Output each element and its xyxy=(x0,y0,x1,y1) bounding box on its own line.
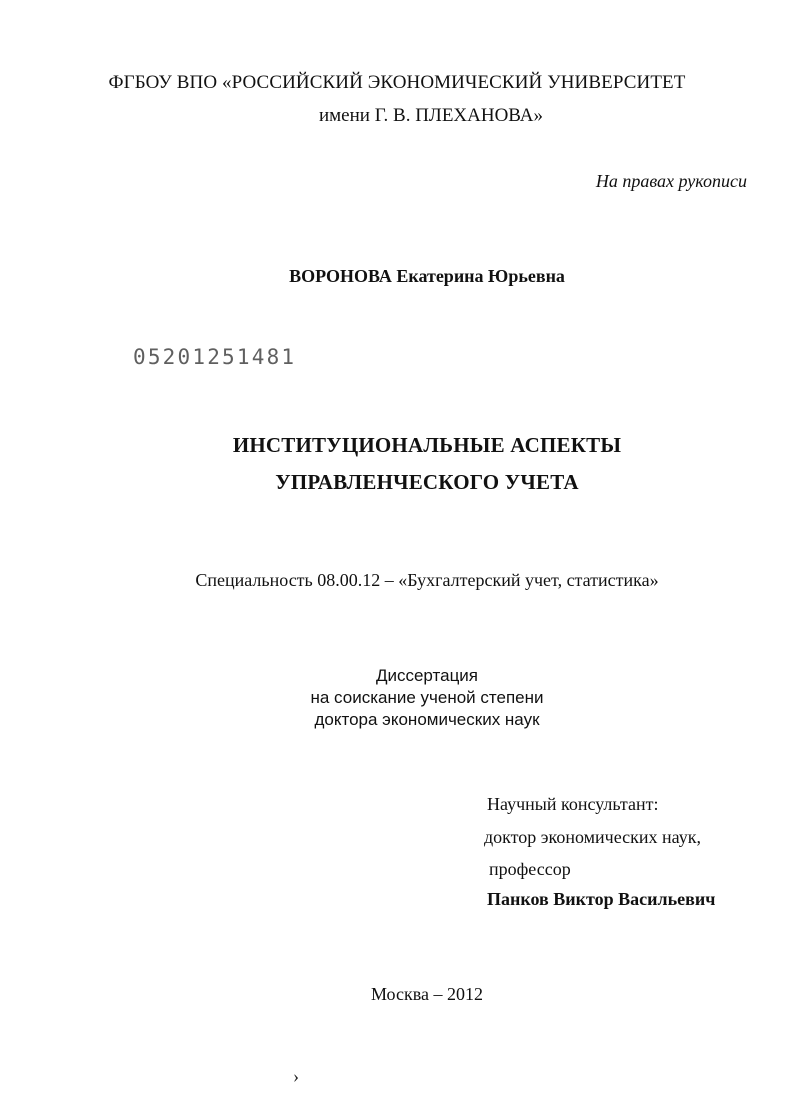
specialty-line: Специальность 08.00.12 – «Бухгалтерский учет, статистика» xyxy=(195,570,659,590)
degree-sought-line: на соискание ученой степени xyxy=(310,688,544,707)
dissertation-label: Диссертация xyxy=(375,666,479,685)
degree-name-line: доктора экономических наук xyxy=(314,710,540,729)
dissertation-title-line2: УПРАВЛЕНЧЕСКОГО УЧЕТА xyxy=(275,470,579,494)
dissertation-title-line1: ИНСТИТУЦИОНАЛЬНЫЕ АСПЕКТЫ xyxy=(232,433,622,457)
consultant-degree: доктор экономических наук, xyxy=(484,827,701,847)
city-year: Москва – 2012 xyxy=(371,984,483,1004)
consultant-name: Панков Виктор Васильевич xyxy=(487,889,716,909)
consultant-rank: профессор xyxy=(489,859,571,879)
university-name-line2: имени Г. В. ПЛЕХАНОВА» xyxy=(318,105,544,126)
library-stamp-number: 05201251481 xyxy=(133,345,297,369)
author-name: ВОРОНОВА Екатерина Юрьевна xyxy=(289,266,565,286)
scan-mark: › xyxy=(293,1066,299,1086)
consultant-label: Научный консультант: xyxy=(487,794,659,814)
manuscript-rights-note: На правах рукописи xyxy=(595,171,747,191)
university-name-line1: ФГБОУ ВПО «РОССИЙСКИЙ ЭКОНОМИЧЕСКИЙ УНИВЕРСИТЕТ xyxy=(108,72,686,93)
